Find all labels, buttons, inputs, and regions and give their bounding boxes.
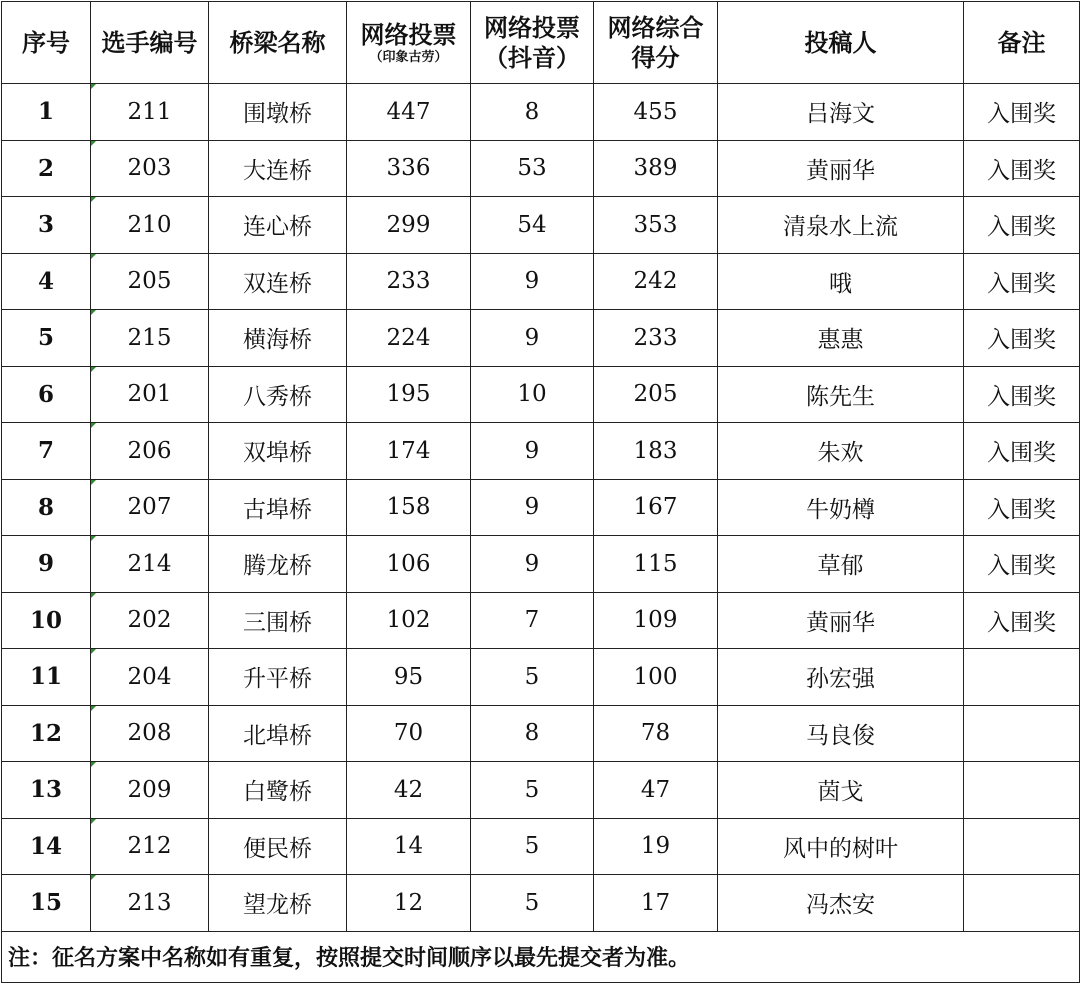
cell-online-vote: 14 [347, 818, 471, 875]
cell-seq: 9 [2, 536, 91, 593]
cell-bridge-name: 升平桥 [209, 649, 347, 706]
cell-remark: 入围奖 [964, 253, 1080, 310]
cell-bridge-name: 横海桥 [209, 310, 347, 367]
cell-douyin-vote: 7 [471, 592, 594, 649]
cell-player-no: 214 [91, 536, 209, 593]
cell-total-score: 109 [594, 592, 718, 649]
cell-online-vote: 158 [347, 479, 471, 536]
cell-total-score: 353 [594, 197, 718, 254]
cell-remark: 入围奖 [964, 366, 1080, 423]
cell-bridge-name: 围墩桥 [209, 84, 347, 141]
cell-bridge-name: 白鹭桥 [209, 762, 347, 819]
table-row [2, 818, 1080, 875]
cell-total-score: 78 [594, 705, 718, 762]
cell-player-no: 210 [91, 197, 209, 254]
table-row [2, 479, 1080, 536]
cell-douyin-vote: 9 [471, 423, 594, 480]
cell-bridge-name: 连心桥 [209, 197, 347, 254]
cell-online-vote: 447 [347, 84, 471, 141]
cell-player-no: 203 [91, 140, 209, 197]
cell-total-score: 233 [594, 310, 718, 367]
header-online-vote-title: 网络投票 [360, 19, 457, 49]
cell-douyin-vote: 9 [471, 479, 594, 536]
cell-total-score: 115 [594, 536, 718, 593]
cell-online-vote: 174 [347, 423, 471, 480]
cell-bridge-name: 望龙桥 [209, 875, 347, 932]
cell-total-score: 47 [594, 762, 718, 819]
cell-submitter: 牛奶樽 [718, 479, 964, 536]
cell-submitter: 茵戈 [718, 762, 964, 819]
cell-bridge-name: 八秀桥 [209, 366, 347, 423]
cell-seq: 12 [2, 705, 91, 762]
cell-remark: 入围奖 [964, 140, 1080, 197]
cell-bridge-name: 腾龙桥 [209, 536, 347, 593]
cell-online-vote: 102 [347, 592, 471, 649]
header-row [2, 2, 1080, 84]
cell-total-score: 183 [594, 423, 718, 480]
cell-bridge-name: 双连桥 [209, 253, 347, 310]
cell-online-vote: 70 [347, 705, 471, 762]
cell-online-vote: 299 [347, 197, 471, 254]
cell-douyin-vote: 9 [471, 310, 594, 367]
cell-player-no: 209 [91, 762, 209, 819]
header-online-vote [347, 2, 471, 84]
table-row [2, 762, 1080, 819]
header-seq: 序号 [2, 2, 91, 84]
note-row [2, 931, 1080, 982]
cell-total-score: 19 [594, 818, 718, 875]
table-row [2, 253, 1080, 310]
cell-remark [964, 818, 1080, 875]
cell-player-no: 211 [91, 84, 209, 141]
cell-seq: 7 [2, 423, 91, 480]
cell-submitter: 孙宏强 [718, 649, 964, 706]
cell-seq: 15 [2, 875, 91, 932]
cell-seq: 1 [2, 84, 91, 141]
cell-douyin-vote: 10 [471, 366, 594, 423]
cell-remark [964, 649, 1080, 706]
table-row [2, 197, 1080, 254]
footnote: 注：征名方案中名称如有重复，按照提交时间顺序以最先提交者为准。 [2, 931, 1080, 982]
table-row [2, 705, 1080, 762]
cell-remark: 入围奖 [964, 479, 1080, 536]
cell-douyin-vote: 9 [471, 253, 594, 310]
header-douyin-vote [471, 2, 594, 84]
cell-total-score: 17 [594, 875, 718, 932]
cell-douyin-vote: 5 [471, 762, 594, 819]
cell-seq: 14 [2, 818, 91, 875]
cell-player-no: 205 [91, 253, 209, 310]
cell-player-no: 213 [91, 875, 209, 932]
cell-remark [964, 875, 1080, 932]
cell-remark: 入围奖 [964, 310, 1080, 367]
header-player-no: 选手编号 [91, 2, 209, 84]
table-row [2, 875, 1080, 932]
cell-total-score: 455 [594, 84, 718, 141]
header-remark: 备注 [964, 2, 1080, 84]
cell-submitter: 马良俊 [718, 705, 964, 762]
cell-submitter: 哦 [718, 253, 964, 310]
cell-online-vote: 95 [347, 649, 471, 706]
cell-seq: 4 [2, 253, 91, 310]
cell-bridge-name: 三围桥 [209, 592, 347, 649]
cell-douyin-vote: 5 [471, 875, 594, 932]
cell-douyin-vote: 53 [471, 140, 594, 197]
table-row [2, 423, 1080, 480]
cell-remark: 入围奖 [964, 84, 1080, 141]
cell-online-vote: 233 [347, 253, 471, 310]
table-row [2, 536, 1080, 593]
cell-douyin-vote: 5 [471, 818, 594, 875]
cell-seq: 10 [2, 592, 91, 649]
cell-remark: 入围奖 [964, 592, 1080, 649]
cell-seq: 8 [2, 479, 91, 536]
table-row [2, 592, 1080, 649]
cell-submitter: 吕海文 [718, 84, 964, 141]
cell-bridge-name: 双埠桥 [209, 423, 347, 480]
cell-player-no: 215 [91, 310, 209, 367]
header-total-line2: 得分 [631, 42, 680, 72]
cell-total-score: 242 [594, 253, 718, 310]
cell-seq: 3 [2, 197, 91, 254]
cell-remark [964, 762, 1080, 819]
cell-seq: 2 [2, 140, 91, 197]
header-submitter: 投稿人 [718, 2, 964, 84]
header-online-vote-source: （印象古劳） [369, 49, 448, 65]
cell-remark: 入围奖 [964, 536, 1080, 593]
cell-online-vote: 224 [347, 310, 471, 367]
cell-seq: 5 [2, 310, 91, 367]
table-row [2, 310, 1080, 367]
header-douyin-vote-source: （抖音） [484, 42, 580, 72]
cell-douyin-vote: 9 [471, 536, 594, 593]
header-total-line1: 网络综合 [607, 12, 704, 42]
cell-bridge-name: 便民桥 [209, 818, 347, 875]
cell-player-no: 202 [91, 592, 209, 649]
cell-douyin-vote: 54 [471, 197, 594, 254]
cell-bridge-name: 古埠桥 [209, 479, 347, 536]
results-table [1, 1, 1080, 983]
cell-total-score: 205 [594, 366, 718, 423]
table-row [2, 140, 1080, 197]
cell-bridge-name: 北埠桥 [209, 705, 347, 762]
cell-submitter: 清泉水上流 [718, 197, 964, 254]
cell-submitter: 陈先生 [718, 366, 964, 423]
cell-total-score: 167 [594, 479, 718, 536]
header-douyin-vote-title: 网络投票 [484, 12, 580, 42]
table-row [2, 84, 1080, 141]
cell-douyin-vote: 8 [471, 705, 594, 762]
cell-remark: 入围奖 [964, 197, 1080, 254]
cell-submitter: 朱欢 [718, 423, 964, 480]
table-body [2, 84, 1080, 983]
cell-submitter: 惠惠 [718, 310, 964, 367]
cell-douyin-vote: 8 [471, 84, 594, 141]
cell-remark [964, 705, 1080, 762]
cell-player-no: 212 [91, 818, 209, 875]
cell-submitter: 草郁 [718, 536, 964, 593]
cell-seq: 13 [2, 762, 91, 819]
cell-seq: 6 [2, 366, 91, 423]
cell-player-no: 201 [91, 366, 209, 423]
cell-submitter: 冯杰安 [718, 875, 964, 932]
cell-online-vote: 12 [347, 875, 471, 932]
cell-online-vote: 195 [347, 366, 471, 423]
cell-player-no: 207 [91, 479, 209, 536]
cell-seq: 11 [2, 649, 91, 706]
table-row [2, 649, 1080, 706]
cell-online-vote: 42 [347, 762, 471, 819]
cell-remark: 入围奖 [964, 423, 1080, 480]
cell-bridge-name: 大连桥 [209, 140, 347, 197]
cell-submitter: 黄丽华 [718, 140, 964, 197]
cell-online-vote: 336 [347, 140, 471, 197]
cell-player-no: 208 [91, 705, 209, 762]
cell-douyin-vote: 5 [471, 649, 594, 706]
cell-total-score: 389 [594, 140, 718, 197]
cell-online-vote: 106 [347, 536, 471, 593]
table-row [2, 366, 1080, 423]
header-bridge-name: 桥梁名称 [209, 2, 347, 84]
cell-player-no: 206 [91, 423, 209, 480]
cell-total-score: 100 [594, 649, 718, 706]
cell-submitter: 黄丽华 [718, 592, 964, 649]
cell-submitter: 风中的树叶 [718, 818, 964, 875]
cell-player-no: 204 [91, 649, 209, 706]
header-total-score [594, 2, 718, 84]
